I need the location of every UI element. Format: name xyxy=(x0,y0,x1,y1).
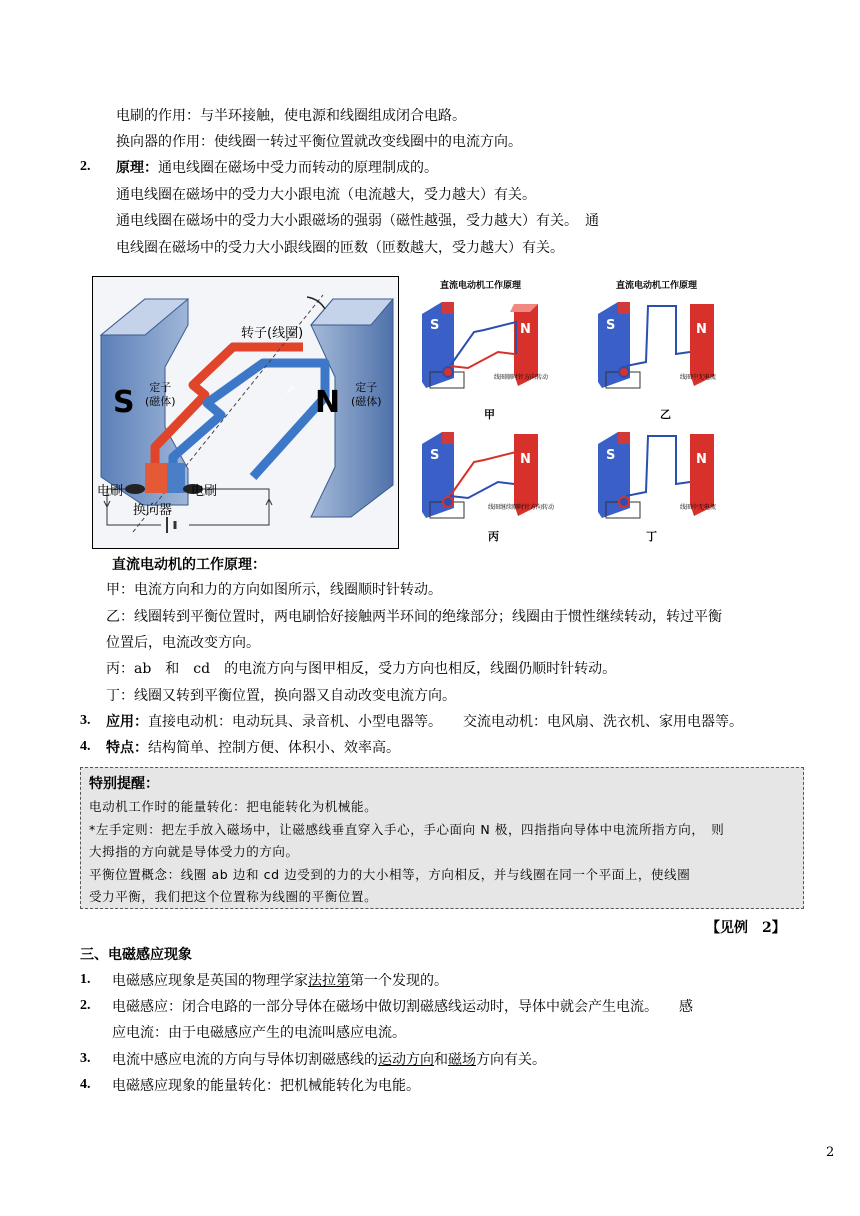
dc-motor-yi-2: 位置后，电流改变方向。 xyxy=(106,635,260,651)
panel-ding-n-label: N xyxy=(696,452,707,467)
commutator-label: 换向器 xyxy=(133,503,173,518)
panel-ding-diagram xyxy=(590,422,750,532)
application-line xyxy=(106,712,743,732)
section3-item1-post: 第一个发现的。 xyxy=(350,973,448,989)
panel-yi-n-label: N xyxy=(696,322,707,337)
section3-item3-motion: 运动方向 xyxy=(378,1052,434,1068)
motor-principle-figure xyxy=(414,272,754,544)
section3-item4-number: 4. xyxy=(80,1077,91,1092)
panel-jia-caption: 线圈顺时针方向转动 xyxy=(494,374,549,381)
section3-item3-post: 方向有关。 xyxy=(476,1052,546,1068)
panel-jia-s-label: S xyxy=(430,318,440,333)
n-pole-label: N xyxy=(315,385,341,420)
panel-yi-label: 乙 xyxy=(660,408,671,421)
stator-right-label xyxy=(351,381,382,409)
stator-left-label xyxy=(145,381,176,409)
special-reminder-box xyxy=(80,767,804,909)
commutator-role-text: 换向器的作用：使线圈一转过平衡位置就改变线圈中的电流方向。 xyxy=(116,134,522,150)
section3-item1-pre: 电磁感应现象是英国的物理学家 xyxy=(112,973,308,989)
brush-left-label: 电刷 xyxy=(97,484,124,499)
section3-item2-number: 2. xyxy=(80,998,91,1013)
section3-item4: 电磁感应现象的能量转化：把机械能转化为电能。 xyxy=(112,1078,420,1094)
panel-bing-label: 丙 xyxy=(488,530,499,543)
panel-jia-label: 甲 xyxy=(484,408,495,421)
stator-left-line2: (磁体) xyxy=(145,395,176,408)
panel-bing-diagram xyxy=(414,422,574,532)
section3-item3-pre: 电流中感应电流的方向与导体切割磁感线的 xyxy=(112,1052,378,1068)
panel-yi-diagram xyxy=(590,292,750,402)
features-label: 特点： xyxy=(106,740,148,756)
section3-item2-line2: 应电流：由于电磁感应产生的电流叫感应电流。 xyxy=(112,1025,406,1041)
section3-item1-number: 1. xyxy=(80,972,91,987)
section3-item3-mid: 和 xyxy=(434,1052,448,1068)
panel-jia-diagram xyxy=(414,292,574,402)
panel-yi-caption: 线圈中无电流 xyxy=(680,374,717,381)
panel-bing-n-label: N xyxy=(520,452,531,467)
special-reminder-title: 特别提醒： xyxy=(89,776,159,792)
section3-item1 xyxy=(112,971,448,991)
panel-ding xyxy=(590,416,750,544)
stator-right-line2: (磁体) xyxy=(351,395,382,408)
special-reminder-line-1: 电动机工作时的能量转化：把电能转化为机械能。 xyxy=(89,799,378,814)
panel-jia-title: 直流电动机工作原理 xyxy=(440,281,522,291)
panel-ding-label: 丁 xyxy=(646,530,657,543)
panel-yi-s-label: S xyxy=(606,318,616,333)
dc-motor-ding: 丁：线圈又转到平衡位置，换向器又自动改变电流方向。 xyxy=(106,688,456,704)
application-text: 直接电动机：电动玩具、录音机、小型电器等。 交流电动机：电风扇、洗衣机、家用电器等。 xyxy=(148,714,743,730)
application-label: 应用： xyxy=(106,714,148,730)
panel-yi-title: 直流电动机工作原理 xyxy=(616,281,698,291)
features-line xyxy=(106,738,400,758)
brush-right-label: 电刷 xyxy=(191,484,218,499)
panel-bing-caption: 线圈继续顺时针方向转动 xyxy=(488,504,555,511)
principle-detail-3: 电线圈在磁场中的受力大小跟线圈的匝数（匝数越大，受力越大）有关。 xyxy=(116,240,564,256)
section3-item1-faraday: 法拉第 xyxy=(308,973,350,989)
section3-item2-line1: 电磁感应：闭合电路的一部分导体在磁场中做切割磁感线运动时，导体中就会产生电流。 感 xyxy=(112,999,693,1015)
see-example-link: 【见例 2】 xyxy=(706,920,786,936)
panel-ding-s-label: S xyxy=(606,448,616,463)
panel-jia xyxy=(414,272,574,421)
dc-motor-yi-1: 乙：线圈转到平衡位置时，两电刷恰好接触两半环间的绝缘部分；线圈由于惯性继续转动，转过平衡 xyxy=(106,609,722,625)
page-number: 2 xyxy=(826,1145,835,1160)
section3-item3-field: 磁场 xyxy=(448,1052,476,1068)
dc-motor-heading: 直流电动机的工作原理： xyxy=(112,557,266,573)
principle-detail-1: 通电线圈在磁场中的受力大小跟电流（电流越大，受力越大）有关。 xyxy=(116,187,536,203)
s-pole-label: S xyxy=(113,385,135,420)
panel-bing xyxy=(414,416,574,544)
principle-line xyxy=(116,158,438,178)
section3-item3-number: 3. xyxy=(80,1051,91,1066)
principle-detail-2: 通电线圈在磁场中的受力大小跟磁场的强弱（磁性越强，受力越大）有关。 通 xyxy=(116,213,599,229)
panel-ding-caption: 线圈中无电流 xyxy=(680,504,717,511)
application-number: 3. xyxy=(80,713,91,728)
special-reminder-line-5: 受力平衡，我们把这个位置称为线圈的平衡位置。 xyxy=(89,889,378,904)
features-number: 4. xyxy=(80,739,91,754)
panel-jia-n-label: N xyxy=(520,322,531,337)
panel-yi xyxy=(590,272,750,421)
special-reminder-line-2: *左手定则：把左手放入磁场中，让磁感线垂直穿入手心，手心面向 N 极，四指指向导体中电流所指方向， 则 xyxy=(89,822,725,837)
special-reminder-line-4: 平衡位置概念：线圈 ab 边和 cd 边受到的力的大小相等，方向相反，并与线圈在同一个平面上，使线圈 xyxy=(89,867,691,882)
principle-label: 原理： xyxy=(116,160,158,176)
special-reminder-line-3: 大拇指的方向就是导体受力的方向。 xyxy=(89,844,299,859)
principle-text: 通电线圈在磁场中受力而转动的原理制成的。 xyxy=(158,160,438,176)
motor-structure-figure xyxy=(92,276,399,549)
section3-title: 三、电磁感应现象 xyxy=(80,947,192,963)
dc-motor-bing: 丙：ab 和 cd 的电流方向与图甲相反，受力方向也相反，线圈仍顺时针转动。 xyxy=(106,661,617,677)
principle-number: 2. xyxy=(80,159,91,174)
stator-left-line1: 定子 xyxy=(149,381,172,394)
brush-role-text: 电刷的作用：与半环接触，使电源和线圈组成闭合电路。 xyxy=(116,108,466,124)
dc-motor-jia: 甲：电流方向和力的方向如图所示，线圈顺时针转动。 xyxy=(106,582,442,598)
section3-item3 xyxy=(112,1050,546,1070)
stator-right-line1: 定子 xyxy=(355,381,378,394)
features-text: 结构简单、控制方便、体积小、效率高。 xyxy=(148,740,400,756)
panel-bing-s-label: S xyxy=(430,448,440,463)
rotor-label: 转子(线圈) xyxy=(241,326,304,341)
